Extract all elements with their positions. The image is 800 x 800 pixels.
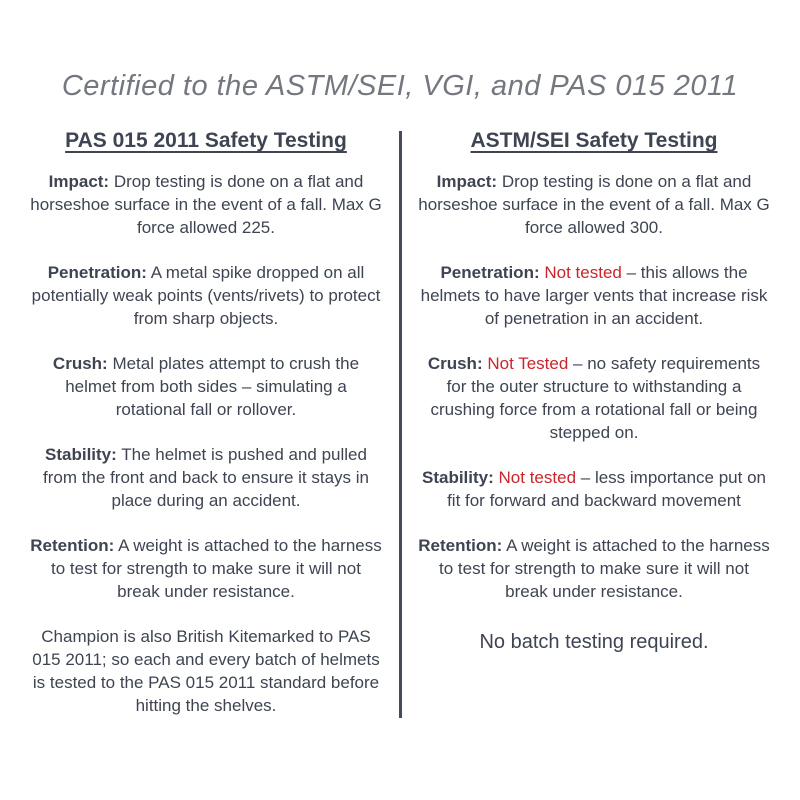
pas-015-column [28, 126, 384, 739]
pas-retention-paragraph [28, 534, 384, 603]
no-batch-testing-note: No batch testing required. [479, 631, 709, 653]
not-tested-text: Not tested [544, 263, 622, 282]
not-tested-text: Not tested [498, 468, 577, 487]
test-description: – less importance put on fit for forward and backward movement [447, 468, 766, 510]
test-label: Penetration: [440, 263, 540, 282]
test-description: Drop testing is done on a flat and horseshoe surface in the event of a fall. Max G force allowed 300. [418, 172, 770, 237]
test-label: Impact: [48, 172, 110, 191]
test-label: Stability: [45, 445, 117, 464]
pas-stability-paragraph [28, 443, 384, 512]
column-divider [399, 131, 402, 718]
pas-kitemark-paragraph [28, 625, 384, 717]
astm-sei-column-heading: ASTM/SEI Safety Testing [470, 129, 718, 152]
test-description: A weight is attached to the harness to test for strength to make sure it will not break under resistance. [439, 536, 770, 601]
astm-stability-paragraph [416, 466, 772, 512]
test-label: Retention: [418, 536, 503, 555]
test-label: Penetration: [47, 263, 147, 282]
pas-impact-paragraph [28, 170, 384, 239]
pas-penetration-paragraph [28, 261, 384, 330]
test-label: Crush: [427, 354, 483, 373]
pas-015-column-heading: PAS 015 2011 Safety Testing [65, 129, 347, 152]
pas-crush-paragraph [28, 352, 384, 421]
astm-penetration-paragraph [416, 261, 772, 330]
astm-sei-column [416, 126, 772, 655]
not-tested-text: Not Tested [487, 354, 569, 373]
test-description: – no safety requirements for the outer structure to withstanding a crushing force from a rotational fall or being stepped on. [430, 354, 761, 442]
astm-retention-paragraph [416, 534, 772, 603]
astm-impact-paragraph [416, 170, 772, 239]
test-description: – this allows the helmets to have larger vents that increase risk of penetration in an accident. [420, 263, 768, 328]
test-description: Metal plates attempt to crush the helmet from both sides – simulating a rotational fall or rollover. [65, 354, 360, 419]
certification-title: Certified to the ASTM/SEI, VGI, and PAS 015 2011 [61, 70, 739, 102]
test-label: Impact: [436, 172, 498, 191]
test-label: Stability: [422, 468, 494, 487]
test-description: The helmet is pushed and pulled from the front and back to ensure it stays in place during an accident. [43, 445, 369, 510]
test-label: Retention: [30, 536, 115, 555]
test-description: Drop testing is done on a flat and horseshoe surface in the event of a fall. Max G force allowed 225. [30, 172, 382, 237]
test-label: Crush: [52, 354, 108, 373]
test-description: A weight is attached to the harness to test for strength to make sure it will not break under resistance. [51, 536, 382, 601]
test-description: A metal spike dropped on all potentially weak points (vents/rivets) to protect from sharp objects. [31, 263, 381, 328]
test-description: Champion is also British Kitemarked to PAS 015 2011; so each and every batch of helmets is tested to the PAS 015 2011 standard before hitting the shelves. [32, 627, 380, 715]
astm-crush-paragraph [416, 352, 772, 444]
